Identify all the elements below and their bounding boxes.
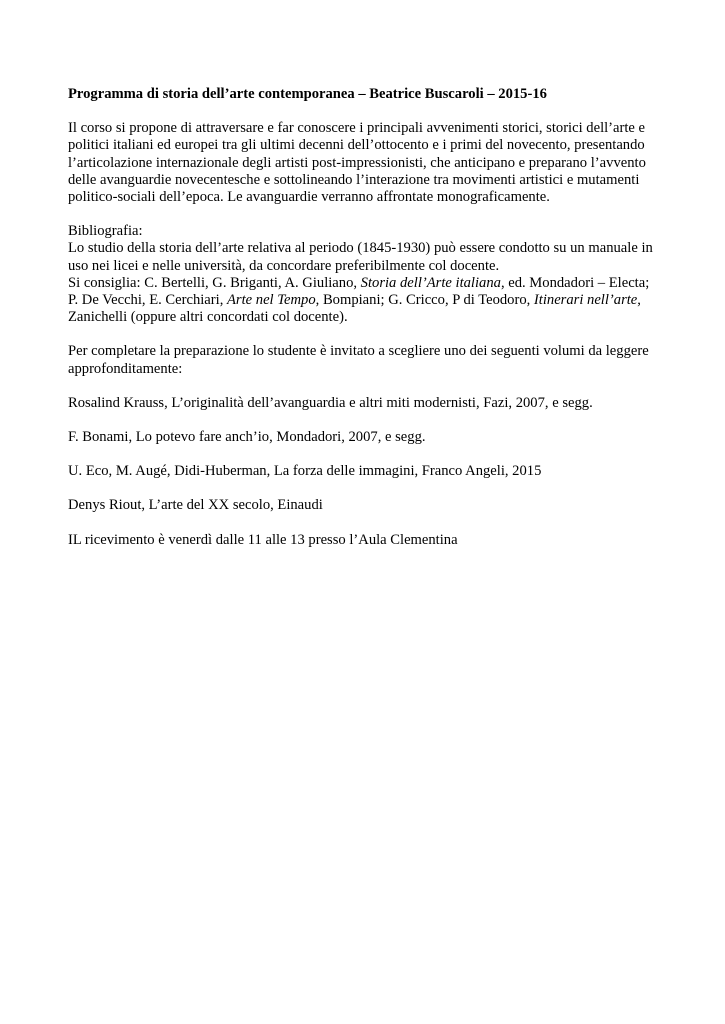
intro-paragraph: [68, 120, 668, 206]
book-title-italic: Itinerari nell’arte: [533, 292, 638, 309]
document-title: Programma di storia dell’arte contemporanea – Beatrice Buscaroli – 2015-16: [68, 86, 547, 102]
bibliography-line: Lo studio della storia dell’arte relativa al periodo (1845-1930) può essere condotto su un manuale in: [68, 240, 653, 257]
bibliography-line: uso nei licei e nelle università, da concordare preferibilmente col docente.: [68, 257, 500, 274]
suggestion-text: Si consiglia: C. Bertelli, G. Briganti, A. Giuliano,: [68, 274, 361, 291]
bibliography-section: [68, 223, 668, 326]
preparation-paragraph: [68, 343, 668, 377]
intro-line: politico-sociali dell’epoca. Le avanguardie verranno affrontate monograficamente.: [68, 189, 550, 206]
suggestion-text: P. De Vecchi, E. Cerchiari,: [68, 292, 227, 309]
bibliography-heading: Bibliografia:: [68, 223, 143, 240]
intro-line: l’articolazione internazionale degli artisti post-impressionisti, che anticipano e preparano l’avvento: [68, 154, 646, 171]
book-entry: U. Eco, M. Augé, Didi-Huberman, La forza delle immagini, Franco Angeli, 2015: [68, 463, 542, 480]
suggestion-text: ,: [637, 292, 641, 309]
book-entry: Denys Riout, L’arte del XX secolo, Einaudi: [68, 497, 323, 514]
suggestion-text: , ed. Mondadori – Electa;: [500, 274, 650, 291]
book-entry: Rosalind Krauss, L’originalità dell’avanguardia e altri miti modernisti, Fazi, 2007, e segg.: [68, 394, 593, 411]
book-title-italic: Storia dell’Arte italiana: [360, 274, 501, 291]
intro-line: Il corso si propone di attraversare e far conoscere i principali avvenimenti storici, storici dell’arte e: [68, 120, 646, 137]
preparation-line: approfonditamente:: [68, 360, 183, 377]
suggestion-text: , Bompiani; G. Cricco, P di Teodoro,: [315, 292, 534, 309]
suggestion-line: [68, 275, 668, 292]
reception-hours: IL ricevimento è venerdì dalle 11 alle 13 presso l’Aula Clementina: [68, 531, 458, 548]
suggestion-line: [68, 292, 668, 309]
book-entry: F. Bonami, Lo potevo fare anch’io, Mondadori, 2007, e segg.: [68, 429, 426, 446]
suggestion-line: Zanichelli (oppure altri concordati col docente).: [68, 309, 348, 326]
preparation-line: Per completare la preparazione lo studente è invitato a scegliere uno dei seguenti volumi da leggere: [68, 343, 649, 360]
intro-line: delle avanguardie novecentesche e sottolineando l’interazione tra movimenti artistici e mutamenti: [68, 171, 640, 188]
intro-line: politici italiani ed europei tra gli ultimi decenni dell’ottocento e i primi del novecento, presentando: [68, 137, 645, 154]
book-title-italic: Arte nel Tempo: [227, 292, 316, 309]
document-page: [68, 86, 668, 566]
